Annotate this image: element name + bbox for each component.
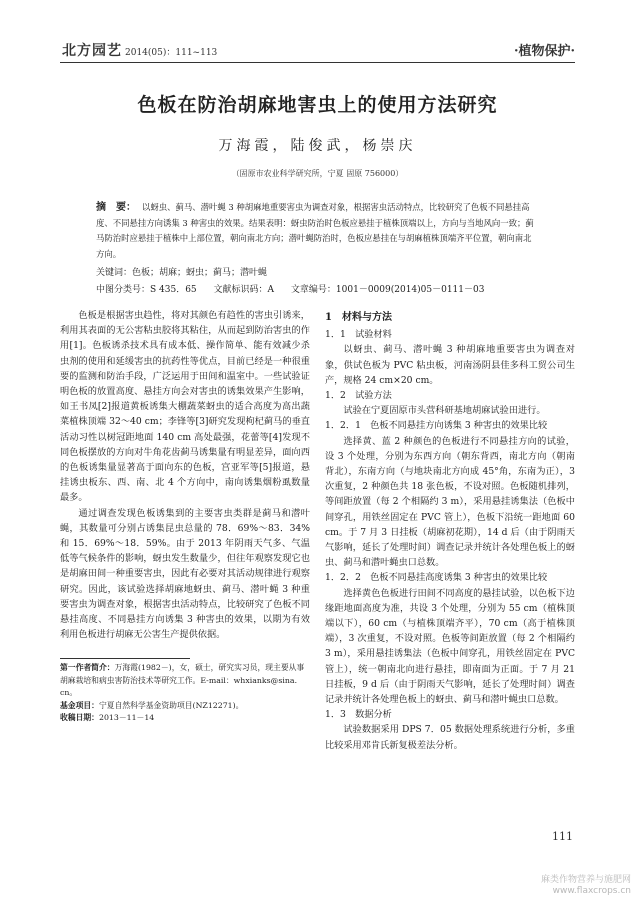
section-tag: ·植物保护· [513,44,575,59]
fund-note [60,700,310,713]
received-date-text: 2013－11－14 [98,713,155,723]
section-heading-materials-methods: 1 材料与方法 [325,312,392,323]
direction-text: 选择黄、蓝 2 种颜色的色板进行不同悬挂方向的试验，设 3 个处理，分别为东西方向（朝东背西，南北方向（朝南背北），东南方向（与地块南北方向成 45°角，东南为正），3 次重复，2 种颜色共 18 张色板，不设对照。色板随机排列，等间距放置（每 2 个相隔约 3 m），采用悬挂诱集法（色板中间穿孔，用铁丝固定在 PVC 管上），色板下沿统一距地面 60 cm。于 7 月 3 日挂板（胡麻初花期），14 d 后（由于阴雨天气影响，延长了处理时间）调查记录并统计各处理色板上的蚜虫、蓟马和潜叶蝇虫口总数。 [325,435,575,569]
abstract-text: 以蚜虫、蓟马、潜叶蝇 3 种胡麻地重要害虫为调查对象，根据害虫活动特点，比较研究了色板不同悬挂高度、不同悬挂方向诱集 3 种害虫的效果。结果表明：蚜虫防治时色板应悬挂于植株顶端以上，方向与当地风向一致；蓟马防治时应悬挂于植株中上部位置，朝向南北方向；潜叶蝇防治时，色板应悬挂在与胡麻植株顶端齐平位置，朝向南北方向。 [96,202,534,259]
authors: 万海霞，陆俊武，杨崇庆 [218,138,417,154]
fund-note-text: 宁夏自然科学基金资助项目(NZ12271)。 [98,700,244,710]
footnotes [60,662,310,725]
abstract [96,200,536,262]
page-number: 111 [552,830,573,843]
subsection-heading-materials: 1．1 试验材料 [325,329,392,341]
watermark [541,875,631,897]
materials-text: 以蚜虫、蓟马、潜叶蝇 3 种胡麻地重要害虫为调查对象，供试色板为 PVC 粘虫板，河南汤阴县佳多科工贸公司生产，规格 24 cm×20 cm。 [325,344,575,386]
journal-header [62,40,217,60]
fund-note-label: 基金项目： [60,700,99,710]
journal-issue: 2014(05)：111~113 [125,48,218,58]
header-rule [60,62,575,63]
height-text: 选择黄色色板进行田间不同高度的悬挂试验，以色板下边缘距地面高度为准，共设 3 个处理，分别为 55 cm（植株顶端以下），60 cm（与植株顶端齐平），70 cm（高于植株顶端），3 次重复，不设对照。色板等间距放置（每 2 个相隔约 3 m），采用悬挂诱集法（色板中间穿孔，用铁丝固定在 PVC 管上），统一朝南北向进行悬挂，即南面为正面。于 7 月 21 日挂板，9 d 后（由于阴雨天气影响，延长了处理时间）调查记录并统计各处理色板上的蚜虫、蓟马和潜叶蝇虫口总数。 [325,587,575,706]
watermark-line-2: www.flaxcrops.cn [552,886,631,896]
subsection-heading-height: 1．2．2 色板不同悬挂高度诱集 3 种害虫的效果比较 [325,572,548,584]
watermark-line-1: 麻类作物营养与施肥网 [540,875,631,885]
methods-text: 试验在宁夏固原市头营科研基地胡麻试验田进行。 [343,405,546,417]
affiliation: （固原市农业科学研究所，宁夏 固原 756000） [231,169,404,178]
subsection-heading-data-analysis: 1．3 数据分析 [325,709,392,721]
intro-paragraph-1: 色板是根据害虫趋性，将对其颜色有趋性的害虫引诱来，利用其表面的无公害粘虫胶将其粘住，从而起到防治害虫的作用[1]。色板诱杀技术具有成本低、操作简单、能有效减少杀虫剂的使用和延缓害虫的抗药性等优点，目前已经是一种很重要的监测和防治手段，广泛运用于田间和温室中。一些试验证明色板的放置高度、悬挂方向会对害虫的诱集效果产生影响，如王书凤[2]报道黄板诱集大棚蔬菜蚜虫的适合高度为高出蔬菜植株顶端 32～40 cm；李锋等[3]研究发现枸杞蓟马的垂直活动习性以树冠距地面 140 cm 高处最强，花蕾等[4]发现不同色板摆放的方向对牛角花齿蓟马诱集量有明显差异，面向西的色板诱集量显著高于面向东的色板，宫亚军等[5]报道，悬挂诱虫板东、西、南、北 4 个方向中，南向诱集烟粉虱数量最多。 [60,310,310,504]
right-column [325,308,575,753]
received-date [60,712,310,725]
left-column [60,308,310,642]
data-analysis-text: 试验数据采用 DPS 7．05 数据处理系统进行分析，多重比较采用邓肯氏新复极差法分析。 [325,724,575,751]
document-code: 文献标识码：A [213,285,275,295]
abstract-label: 摘 要： [96,202,136,213]
author-note-text: 万海霞(1982－)，女，硕士，研究实习员，现主要从事胡麻栽培和病虫害防治技术等研究工作。E-mail：whxianks@sina．cn。 [60,663,305,698]
received-date-label: 收稿日期： [60,713,99,723]
footnote-rule [60,658,190,659]
journal-name: 北方园艺 [62,43,122,59]
classification [96,282,546,295]
paper-title: 色板在防治胡麻地害虫上的使用方法研究 [137,94,498,116]
article-number: 文章编号：1001－0009(2014)05－0111－03 [290,285,485,295]
intro-paragraph-2: 通过调查发现色板诱集到的主要害虫类群是蓟马和潜叶蝇，其数量可分别占诱集昆虫总量的 78．69%～83．34%和 15．69%～18．59%。由于 2013 年阴雨天气多、气温低等气候条件的影响，蚜虫发生数量少，但往年观察发现它也是胡麻田间一种重要害虫，因此有必要对其活动规律进行观察研究。因此，该试验选择胡麻地蚜虫、蓟马、潜叶蝇 3 种重要害虫为调查对象，根据害虫活动特点，比较研究了色板不同悬挂高度、不同悬挂方向诱集 3 种害虫的效果，以期为有效利用色板进行胡麻无公害生产提供依据。 [60,507,310,641]
subsection-heading-direction: 1．2．1 色板不同悬挂方向诱集 3 种害虫的效果比较 [325,420,548,432]
subsection-heading-methods: 1．2 试验方法 [325,390,392,402]
clc-number: 中图分类号：S 435．65 [96,285,197,295]
author-note [60,662,310,700]
keywords: 关键词：色板；胡麻；蚜虫；蓟马；潜叶蝇 [96,268,268,278]
author-note-label: 第一作者简介： [60,663,115,672]
